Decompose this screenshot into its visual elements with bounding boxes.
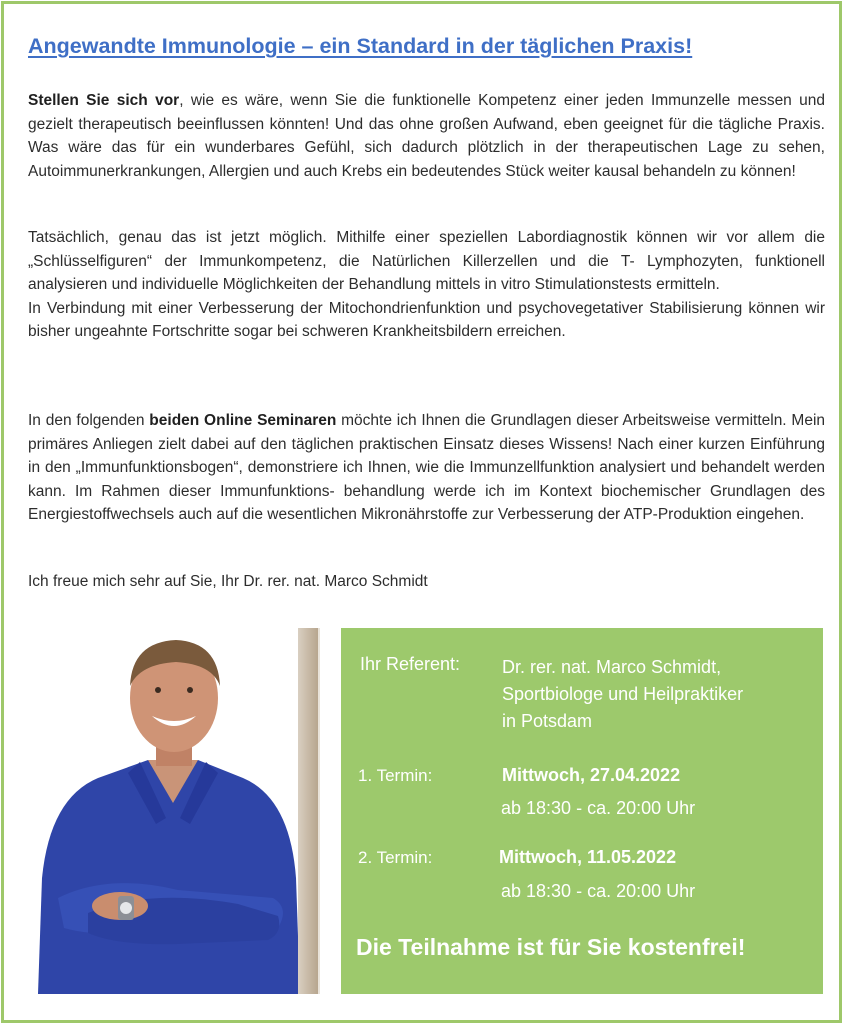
lab-diagnostics-paragraph: Tatsächlich, genau das ist jetzt möglich. Mithilfe einer speziellen Labordiagnostik können wir vor allem die „Schlüsselfiguren“ der Immunkompetenz, die Natürlichen Killerzellen und die T- Lymphozyten, funktionell analysieren und individuelle Möglichkeiten der Behandlung mittels in vitro Stimulationstests ermitteln. In Verbindung mit einer Verbesserung der Mitochondrienfunktion und psychovegetativer Stabilisierung können wir bisher ungeahnte Fortschritte sogar bei schweren Krankheitsbildern erreichen. (28, 229, 825, 340)
page-title: Angewandte Immunologie – ein Standard in der täglichen Praxis! (28, 34, 693, 58)
termin1-label: 1. Termin: (358, 766, 433, 785)
seminar-paragraph: In den folgenden beiden Online Seminaren möchte ich Ihnen die Grundlagen dieser Arbeitsweise vermitteln. Mein primäres Anliegen zielt dabei auf den täglichen praktischen Einsatz dieses Wissens! Nach einer kurzen Einführung in den „Immunfunktionsbogen“, demonstriere ich Ihnen, wie die Immunzellfunktion analysiert und behandelt werden kann. Im Rahmen dieser Immunfunktions- behandlung werde ich im Kontext biochemischer Grundlagen des Energiestoffwechsels auch auf die wesentlichen Mikronährstoffe zur Verbesserung der ATP-Produktion eingehen. (28, 412, 826, 523)
referent-label: Ihr Referent: (360, 654, 461, 674)
termin2-date: Mittwoch, 11.05.2022 (499, 847, 677, 867)
wooden-post (298, 628, 318, 994)
seminar-info-box (341, 628, 823, 994)
closing-line: Ich freue mich sehr auf Sie, Ihr Dr. rer. nat. Marco Schmidt (28, 573, 428, 590)
termin1-date: Mittwoch, 27.04.2022 (502, 765, 681, 785)
referent-details: Dr. rer. nat. Marco Schmidt, Sportbiologe und Heilpraktiker in Potsdam (502, 657, 744, 731)
speaker-illustration (28, 628, 320, 994)
free-participation-note: Die Teilnahme ist für Sie kostenfrei! (356, 934, 746, 960)
post-edge (318, 628, 320, 994)
speaker-photo (28, 628, 320, 994)
intro-lead: Stellen Sie sich vor (28, 92, 180, 109)
seminar-highlight: beiden Online Seminaren (149, 412, 337, 429)
termin1-time: ab 18:30 - ca. 20:00 Uhr (501, 798, 696, 818)
termin2-time: ab 18:30 - ca. 20:00 Uhr (501, 881, 696, 901)
termin2-label: 2. Termin: (358, 848, 433, 867)
intro-paragraph: Stellen Sie sich vor, wie es wäre, wenn Sie die funktionelle Kompetenz einer jeden Immunzelle messen und gezielt therapeutisch beeinflussen könnten! Und das ohne großen Aufwand, eben geeignet für die tägliche Praxis. Was wäre das für ein wunderbares Gefühl, sich dadurch plötzlich in der therapeutischen Lage zu sehen, Autoimmunerkrankungen, Allergien und auch Krebs ein bedeutendes Stück weiter kausal behandeln zu können! (28, 92, 825, 180)
